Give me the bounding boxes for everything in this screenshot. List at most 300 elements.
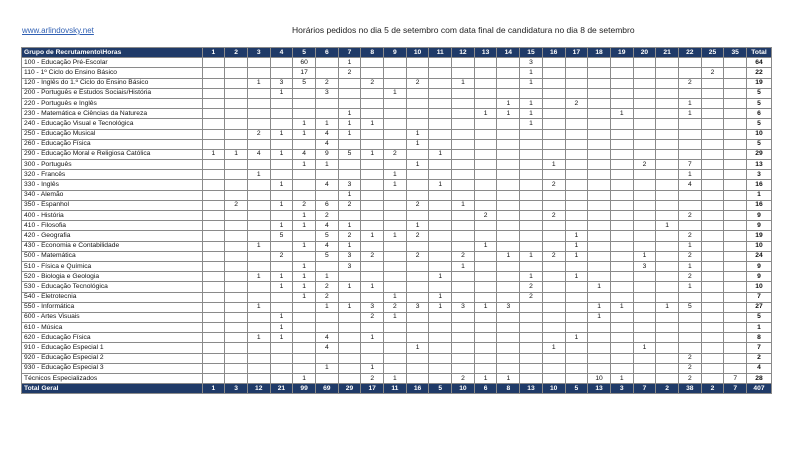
hours-count-cell — [202, 109, 225, 119]
row-total-cell: 16 — [747, 200, 772, 210]
hours-count-cell: 4 — [315, 221, 338, 231]
hours-count-cell — [542, 353, 565, 363]
hours-count-cell — [429, 211, 452, 221]
hours-count-cell — [724, 119, 747, 129]
hours-count-cell: 1 — [384, 312, 407, 322]
table-row — [22, 211, 772, 221]
hours-count-cell — [338, 323, 361, 333]
table-row — [22, 170, 772, 180]
hours-count-cell — [384, 119, 407, 129]
hours-count-cell — [429, 221, 452, 231]
hours-count-cell: 5 — [315, 251, 338, 261]
row-total-cell: 13 — [747, 160, 772, 170]
hours-count-cell — [678, 312, 701, 322]
hours-count-cell — [520, 149, 543, 159]
hours-count-cell — [247, 261, 270, 271]
hours-count-cell — [384, 200, 407, 210]
column-header-hours: 9 — [384, 48, 407, 58]
hours-count-cell — [520, 363, 543, 373]
hours-count-cell — [406, 68, 429, 78]
hours-count-cell — [497, 353, 520, 363]
hours-count-cell — [202, 78, 225, 88]
hours-count-cell — [474, 119, 497, 129]
hours-count-cell — [361, 272, 384, 282]
hours-count-cell — [474, 98, 497, 108]
hours-count-cell: 2 — [338, 68, 361, 78]
hours-count-cell — [429, 374, 452, 384]
table-row — [22, 119, 772, 129]
hours-count-cell: 2 — [406, 231, 429, 241]
hours-count-cell: 2 — [452, 374, 475, 384]
hours-count-cell: 2 — [701, 68, 724, 78]
hours-count-cell: 7 — [724, 374, 747, 384]
hours-count-cell — [520, 302, 543, 312]
hours-count-cell — [202, 374, 225, 384]
hours-count-cell — [701, 241, 724, 251]
hours-count-cell — [429, 190, 452, 200]
hours-count-cell: 2 — [361, 251, 384, 261]
hours-count-cell: 1 — [520, 98, 543, 108]
hours-count-cell — [633, 119, 656, 129]
hours-count-cell — [247, 180, 270, 190]
hours-count-cell — [701, 160, 724, 170]
hours-count-cell — [384, 323, 407, 333]
hours-count-cell: 1 — [293, 292, 316, 302]
hours-count-cell — [520, 200, 543, 210]
column-header-hours: 8 — [361, 48, 384, 58]
hours-count-cell — [633, 241, 656, 251]
hours-count-cell — [474, 170, 497, 180]
hours-count-cell: 5 — [315, 231, 338, 241]
hours-count-cell — [293, 231, 316, 241]
hours-count-cell — [701, 353, 724, 363]
column-header-hours: 5 — [293, 48, 316, 58]
hours-count-cell — [429, 109, 452, 119]
hours-count-cell — [656, 282, 679, 292]
hours-count-cell: 60 — [293, 58, 316, 68]
hours-count-cell — [520, 323, 543, 333]
hours-count-cell — [724, 160, 747, 170]
hours-count-cell — [384, 282, 407, 292]
hours-count-cell — [406, 119, 429, 129]
hours-count-cell — [701, 98, 724, 108]
hours-count-cell — [247, 139, 270, 149]
hours-count-cell — [542, 261, 565, 271]
hours-count-cell — [293, 88, 316, 98]
table-row — [22, 78, 772, 88]
hours-count-cell: 2 — [225, 200, 248, 210]
hours-count-cell — [293, 353, 316, 363]
grand-total-cell: 29 — [338, 384, 361, 394]
hours-count-cell — [724, 343, 747, 353]
site-link[interactable]: www.arlindovsky.net — [22, 26, 94, 35]
hours-count-cell: 1 — [588, 282, 611, 292]
hours-count-cell — [315, 98, 338, 108]
hours-count-cell — [361, 343, 384, 353]
hours-count-cell — [270, 98, 293, 108]
hours-count-cell: 2 — [452, 251, 475, 261]
hours-count-cell — [656, 149, 679, 159]
hours-count-cell — [406, 282, 429, 292]
hours-count-cell — [610, 98, 633, 108]
hours-count-cell — [701, 261, 724, 271]
group-name-cell: 930 - Educação Especial 3 — [22, 363, 203, 373]
hours-count-cell: 1 — [270, 323, 293, 333]
hours-count-cell — [565, 180, 588, 190]
hours-count-cell — [724, 302, 747, 312]
row-total-cell: 6 — [747, 109, 772, 119]
hours-count-cell — [384, 58, 407, 68]
hours-count-cell: 1 — [270, 200, 293, 210]
table-row — [22, 231, 772, 241]
hours-count-cell — [633, 139, 656, 149]
hours-count-cell — [565, 68, 588, 78]
hours-count-cell — [338, 160, 361, 170]
hours-count-cell — [633, 58, 656, 68]
table-row — [22, 292, 772, 302]
hours-count-cell: 1 — [384, 231, 407, 241]
group-name-cell: 530 - Educação Tecnológica — [22, 282, 203, 292]
group-name-cell: 620 - Educação Física — [22, 333, 203, 343]
page-title: Horários pedidos no dia 5 de setembro com data final de candidatura no dia 8 de setembro — [292, 25, 635, 35]
group-name-cell: 910 - Educação Especial 1 — [22, 343, 203, 353]
hours-count-cell — [497, 241, 520, 251]
hours-count-cell — [656, 241, 679, 251]
hours-count-cell — [202, 353, 225, 363]
hours-count-cell — [225, 231, 248, 241]
hours-count-cell: 1 — [315, 272, 338, 282]
hours-count-cell — [361, 241, 384, 251]
hours-count-cell — [270, 68, 293, 78]
hours-count-cell: 4 — [293, 149, 316, 159]
hours-count-cell — [361, 292, 384, 302]
table-row — [22, 312, 772, 322]
hours-count-cell — [588, 139, 611, 149]
column-header-hours: 35 — [724, 48, 747, 58]
hours-count-cell — [474, 129, 497, 139]
hours-count-cell — [656, 374, 679, 384]
hours-count-cell — [315, 374, 338, 384]
hours-count-cell — [724, 251, 747, 261]
hours-count-cell — [701, 129, 724, 139]
hours-count-cell — [361, 98, 384, 108]
hours-count-cell — [656, 180, 679, 190]
hours-count-cell — [338, 343, 361, 353]
hours-count-cell — [588, 190, 611, 200]
hours-count-cell — [656, 160, 679, 170]
row-total-cell: 4 — [747, 363, 772, 373]
hours-count-cell — [225, 88, 248, 98]
hours-count-cell — [202, 68, 225, 78]
hours-count-cell — [633, 78, 656, 88]
row-total-cell: 22 — [747, 68, 772, 78]
hours-count-cell — [633, 292, 656, 302]
hours-count-cell — [429, 88, 452, 98]
hours-count-cell — [384, 241, 407, 251]
hours-count-cell: 3 — [452, 302, 475, 312]
hours-count-cell — [565, 282, 588, 292]
hours-count-cell — [384, 190, 407, 200]
hours-count-cell — [406, 323, 429, 333]
hours-count-cell — [474, 292, 497, 302]
hours-count-cell — [452, 221, 475, 231]
hours-count-cell: 1 — [474, 109, 497, 119]
hours-count-cell — [633, 98, 656, 108]
hours-count-cell: 2 — [384, 302, 407, 312]
grand-total-cell: 5 — [429, 384, 452, 394]
hours-count-cell — [474, 78, 497, 88]
hours-count-cell: 2 — [406, 251, 429, 261]
hours-count-cell: 1 — [338, 302, 361, 312]
hours-count-cell — [293, 109, 316, 119]
hours-count-cell — [361, 190, 384, 200]
hours-count-cell: 1 — [542, 160, 565, 170]
hours-count-cell — [565, 221, 588, 231]
hours-count-cell — [406, 180, 429, 190]
column-header-hours: 4 — [270, 48, 293, 58]
hours-count-cell: 1 — [520, 78, 543, 88]
hours-count-cell — [678, 149, 701, 159]
hours-count-cell — [202, 58, 225, 68]
hours-count-cell: 2 — [247, 129, 270, 139]
hours-count-cell: 1 — [338, 109, 361, 119]
hours-count-cell: 1 — [633, 343, 656, 353]
hours-count-cell — [315, 68, 338, 78]
hours-count-cell — [225, 282, 248, 292]
hours-count-cell: 3 — [497, 302, 520, 312]
hours-count-cell — [361, 68, 384, 78]
hours-count-cell — [338, 170, 361, 180]
hours-count-cell: 1 — [361, 333, 384, 343]
column-header-hours: 21 — [656, 48, 679, 58]
hours-count-cell: 1 — [270, 149, 293, 159]
hours-count-cell — [633, 109, 656, 119]
hours-count-cell — [588, 180, 611, 190]
hours-count-cell — [520, 180, 543, 190]
row-total-cell: 9 — [747, 261, 772, 271]
hours-count-cell — [610, 241, 633, 251]
hours-count-cell — [293, 180, 316, 190]
hours-count-cell — [724, 88, 747, 98]
hours-count-cell: 2 — [678, 211, 701, 221]
group-name-cell: 420 - Geografia — [22, 231, 203, 241]
table-row — [22, 221, 772, 231]
hours-count-cell — [701, 58, 724, 68]
hours-count-cell — [247, 251, 270, 261]
hours-count-cell — [270, 109, 293, 119]
hours-count-cell — [474, 323, 497, 333]
hours-count-cell — [497, 180, 520, 190]
hours-count-cell: 2 — [542, 211, 565, 221]
hours-count-cell — [678, 190, 701, 200]
hours-count-cell: 1 — [315, 363, 338, 373]
hours-count-cell: 1 — [315, 160, 338, 170]
hours-count-cell — [701, 211, 724, 221]
hours-count-cell — [247, 98, 270, 108]
hours-count-cell — [588, 363, 611, 373]
row-total-cell: 10 — [747, 282, 772, 292]
grand-total-label: Total Geral — [22, 384, 203, 394]
row-total-cell: 1 — [747, 323, 772, 333]
hours-count-cell: 1 — [361, 149, 384, 159]
group-name-cell: 610 - Música — [22, 323, 203, 333]
hours-count-cell — [406, 363, 429, 373]
hours-count-cell: 2 — [338, 200, 361, 210]
hours-count-cell: 1 — [293, 221, 316, 231]
hours-count-cell — [452, 312, 475, 322]
hours-count-cell — [565, 109, 588, 119]
hours-count-cell — [565, 261, 588, 271]
hours-count-cell: 1 — [565, 333, 588, 343]
hours-count-cell: 1 — [452, 200, 475, 210]
hours-count-cell — [429, 333, 452, 343]
group-name-cell: Técnicos Especializados — [22, 374, 203, 384]
hours-count-cell — [474, 221, 497, 231]
table-row — [22, 149, 772, 159]
group-name-cell: 330 - Inglês — [22, 180, 203, 190]
grand-total-cell: 7 — [633, 384, 656, 394]
hours-count-cell — [565, 343, 588, 353]
hours-count-cell: 4 — [315, 129, 338, 139]
hours-count-cell — [633, 68, 656, 78]
row-total-cell: 5 — [747, 98, 772, 108]
hours-count-cell — [338, 272, 361, 282]
hours-count-cell: 1 — [497, 98, 520, 108]
table-header-row — [22, 48, 772, 58]
hours-count-cell — [474, 180, 497, 190]
hours-count-cell — [633, 323, 656, 333]
hours-count-cell — [361, 129, 384, 139]
hours-count-cell — [406, 170, 429, 180]
table-row — [22, 251, 772, 261]
hours-count-cell — [565, 139, 588, 149]
hours-count-cell — [542, 119, 565, 129]
group-name-cell: 430 - Economia e Contabilidade — [22, 241, 203, 251]
hours-count-cell — [701, 139, 724, 149]
hours-count-cell — [406, 333, 429, 343]
table-row — [22, 353, 772, 363]
row-total-cell: 2 — [747, 353, 772, 363]
hours-count-cell — [520, 312, 543, 322]
hours-count-cell — [497, 129, 520, 139]
hours-count-cell — [497, 78, 520, 88]
group-name-cell: 200 - Português e Estudos Sociais/História — [22, 88, 203, 98]
hours-count-cell — [202, 343, 225, 353]
hours-count-cell — [429, 343, 452, 353]
hours-count-cell — [542, 98, 565, 108]
hours-count-cell: 1 — [384, 292, 407, 302]
hours-count-cell — [520, 353, 543, 363]
hours-count-cell — [270, 353, 293, 363]
hours-count-cell — [542, 88, 565, 98]
hours-count-cell — [724, 149, 747, 159]
hours-count-cell — [724, 353, 747, 363]
column-header-hours: 22 — [678, 48, 701, 58]
hours-count-cell — [633, 180, 656, 190]
hours-count-cell — [633, 374, 656, 384]
hours-count-cell — [202, 363, 225, 373]
hours-count-cell — [497, 261, 520, 271]
hours-count-cell: 5 — [338, 149, 361, 159]
hours-count-cell — [202, 98, 225, 108]
hours-count-cell — [497, 272, 520, 282]
table-row — [22, 129, 772, 139]
hours-count-cell — [384, 78, 407, 88]
hours-count-cell — [542, 231, 565, 241]
hours-count-cell — [406, 272, 429, 282]
hours-count-cell — [361, 109, 384, 119]
row-total-cell: 9 — [747, 221, 772, 231]
hours-count-cell: 1 — [678, 261, 701, 271]
hours-count-cell — [384, 98, 407, 108]
hours-count-cell — [225, 353, 248, 363]
hours-count-cell — [520, 211, 543, 221]
group-name-cell: 250 - Educação Musical — [22, 129, 203, 139]
hours-count-cell — [678, 139, 701, 149]
hours-count-cell — [202, 200, 225, 210]
hours-count-cell — [610, 129, 633, 139]
hours-count-cell: 1 — [247, 333, 270, 343]
row-total-cell: 5 — [747, 119, 772, 129]
hours-count-cell — [656, 343, 679, 353]
hours-count-cell — [202, 190, 225, 200]
table-row — [22, 190, 772, 200]
column-header-hours: 6 — [315, 48, 338, 58]
hours-count-cell — [588, 251, 611, 261]
hours-count-cell — [656, 261, 679, 271]
hours-count-cell: 1 — [497, 374, 520, 384]
group-name-cell: 110 - 1º Ciclo do Ensino Básico — [22, 68, 203, 78]
hours-count-cell — [542, 241, 565, 251]
hours-count-cell: 1 — [361, 119, 384, 129]
hours-count-cell: 3 — [270, 78, 293, 88]
hours-count-cell — [656, 353, 679, 363]
hours-count-cell — [225, 374, 248, 384]
hours-count-cell — [542, 221, 565, 231]
hours-count-cell — [452, 98, 475, 108]
column-header-total: Total — [747, 48, 772, 58]
hours-count-cell — [701, 119, 724, 129]
hours-count-cell — [565, 200, 588, 210]
hours-count-cell — [270, 160, 293, 170]
hours-count-cell — [361, 160, 384, 170]
group-name-cell: 320 - Francês — [22, 170, 203, 180]
hours-count-cell — [724, 190, 747, 200]
hours-count-cell — [338, 98, 361, 108]
hours-count-cell: 4 — [315, 139, 338, 149]
hours-count-cell — [678, 292, 701, 302]
hours-count-cell — [429, 78, 452, 88]
hours-count-cell — [701, 302, 724, 312]
hours-count-cell — [542, 78, 565, 88]
hours-count-cell: 1 — [588, 302, 611, 312]
hours-count-cell — [520, 190, 543, 200]
hours-count-cell — [542, 68, 565, 78]
table-row — [22, 200, 772, 210]
hours-count-cell — [724, 282, 747, 292]
hours-count-cell — [225, 160, 248, 170]
hours-count-cell — [610, 180, 633, 190]
hours-count-cell — [452, 190, 475, 200]
hours-count-cell — [247, 353, 270, 363]
hours-count-cell: 1 — [610, 109, 633, 119]
hours-count-cell — [656, 200, 679, 210]
hours-count-cell: 3 — [520, 58, 543, 68]
hours-count-cell: 4 — [678, 180, 701, 190]
column-header-hours: 17 — [565, 48, 588, 58]
hours-count-cell — [656, 129, 679, 139]
grand-total-cell: 7 — [724, 384, 747, 394]
